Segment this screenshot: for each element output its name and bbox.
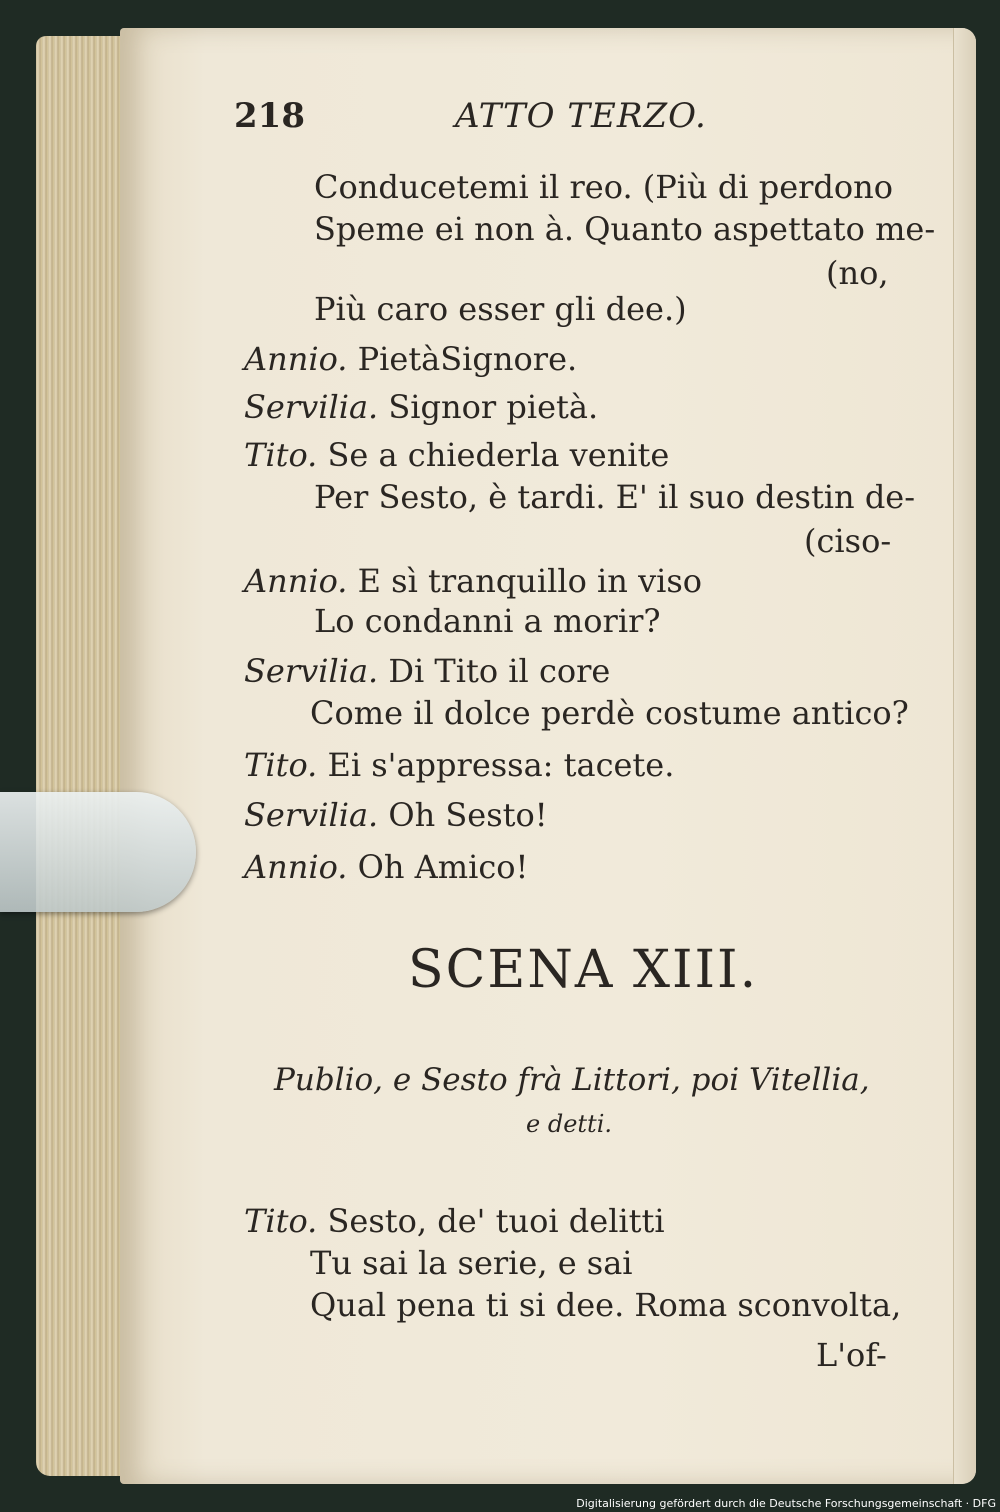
line-text: PietàSignore. bbox=[357, 340, 578, 378]
speaker-name: Servilia. bbox=[244, 796, 379, 834]
dialogue-line bbox=[244, 1202, 665, 1240]
text-line bbox=[310, 694, 909, 732]
text-line bbox=[310, 1286, 901, 1324]
scene-title: SCENA XIII. bbox=[408, 940, 759, 1000]
line-text: Oh Sesto! bbox=[388, 796, 548, 834]
dialogue-line bbox=[244, 340, 577, 378]
dialogue-line bbox=[244, 652, 610, 690]
running-head: ATTO TERZO. bbox=[455, 96, 707, 136]
speaker-name: Tito. bbox=[244, 746, 318, 784]
text-line bbox=[826, 254, 889, 292]
line-text: (ciso- bbox=[804, 522, 892, 560]
dialogue-line bbox=[244, 436, 669, 474]
page-clip bbox=[0, 792, 196, 912]
text-line bbox=[314, 168, 893, 206]
line-text: Per Sesto, è tardi. E' il suo destin de- bbox=[314, 478, 916, 516]
dialogue-line bbox=[244, 388, 598, 426]
dialogue-line bbox=[244, 796, 548, 834]
speaker-name: Tito. bbox=[244, 1202, 318, 1240]
line-text: Sesto, de' tuoi delitti bbox=[327, 1202, 665, 1240]
speaker-name: Servilia. bbox=[244, 388, 379, 426]
line-text: Più caro esser gli dee.) bbox=[314, 290, 687, 328]
line-text: Conducetemi il reo. (Più di perdono bbox=[314, 168, 894, 206]
speaker-name: Annio. bbox=[244, 562, 348, 600]
dialogue-line bbox=[244, 746, 674, 784]
text-line bbox=[314, 210, 935, 248]
line-text: L'of- bbox=[816, 1336, 887, 1374]
right-page-edge bbox=[953, 28, 976, 1484]
page-edges bbox=[36, 36, 132, 1476]
scene-cast-continued: e detti. bbox=[526, 1110, 612, 1138]
line-text: Tu sai la serie, e sai bbox=[310, 1244, 633, 1282]
speaker-name: Annio. bbox=[244, 340, 348, 378]
text-line bbox=[804, 522, 891, 560]
line-text: Oh Amico! bbox=[357, 848, 529, 886]
speaker-name: Annio. bbox=[244, 848, 348, 886]
line-text: Se a chiederla venite bbox=[327, 436, 670, 474]
text-line bbox=[314, 290, 687, 328]
line-text: Di Tito il core bbox=[388, 652, 611, 690]
text-line bbox=[310, 1244, 633, 1282]
digitization-credit: Digitalisierung gefördert durch die Deutsche Forschungsgemeinschaft · DFG bbox=[576, 1497, 996, 1510]
line-text: Ei s'appressa: tacete. bbox=[327, 746, 675, 784]
line-text: Speme ei non à. Quanto aspettato me- bbox=[314, 210, 936, 248]
speaker-name: Tito. bbox=[244, 436, 318, 474]
line-text: Qual pena ti si dee. Roma sconvolta, bbox=[310, 1286, 902, 1324]
catchword bbox=[816, 1336, 887, 1374]
line-text: (no, bbox=[826, 254, 889, 292]
dialogue-line bbox=[244, 848, 528, 886]
text-line bbox=[314, 478, 915, 516]
speaker-name: Servilia. bbox=[244, 652, 379, 690]
line-text: Come il dolce perdè costume antico? bbox=[310, 694, 909, 732]
page-number: 218 bbox=[234, 96, 305, 136]
line-text: E sì tranquillo in viso bbox=[357, 562, 703, 600]
scene-cast: Publio, e Sesto frà Littori, poi Vitellia, bbox=[274, 1062, 870, 1098]
line-text: Signor pietà. bbox=[388, 388, 599, 426]
text-line bbox=[314, 602, 661, 640]
dialogue-line bbox=[244, 562, 702, 600]
line-text: Lo condanni a morir? bbox=[314, 602, 661, 640]
